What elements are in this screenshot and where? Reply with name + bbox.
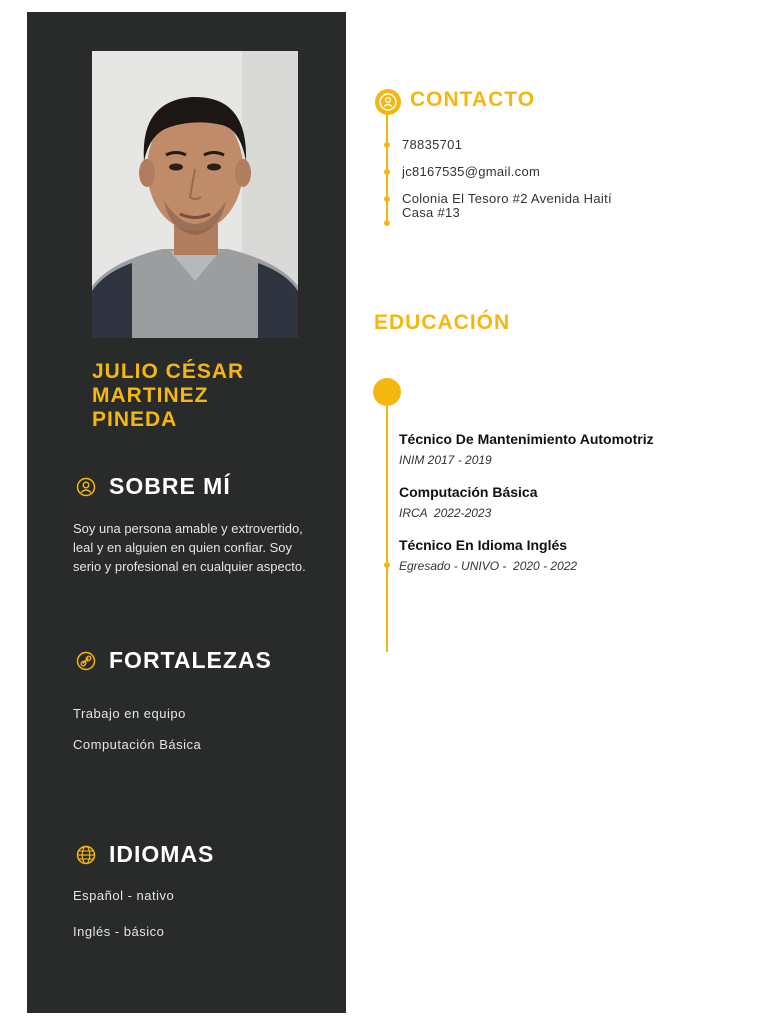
address-line-2: Casa #13 <box>402 205 461 220</box>
strengths-title: FORTALEZAS <box>109 647 272 673</box>
link-icon <box>76 651 96 671</box>
contact-title: CONTACTO <box>410 88 536 111</box>
strengths-heading <box>76 647 272 674</box>
education-item-title: Computación Básica <box>399 484 538 500</box>
education-item-title: Técnico De Mantenimiento Automotriz <box>399 431 654 447</box>
strength-item: Trabajo en equipo <box>73 706 186 721</box>
profile-photo <box>92 51 298 338</box>
languages-heading <box>76 841 214 868</box>
profile-name <box>92 360 322 432</box>
strength-item: Computación Básica <box>73 737 202 752</box>
education-title: EDUCACIÓN <box>374 311 511 334</box>
timeline-dot <box>384 220 390 226</box>
language-item: Español - nativo <box>73 888 175 903</box>
timeline-dot <box>384 196 390 202</box>
timeline-dot <box>384 142 390 148</box>
about-text: Soy una persona amable y extrovertido, leal y en alguien en quien confiar. Soy serio y profesional en cualquier aspecto. <box>73 521 306 574</box>
languages-title: IDIOMAS <box>109 841 215 867</box>
education-item-title: Técnico En Idioma Inglés <box>399 537 568 553</box>
language-item: Inglés - básico <box>73 924 165 939</box>
name-line-3: PINEDA <box>92 408 178 431</box>
user-icon <box>76 477 96 497</box>
contact-icon <box>374 88 402 116</box>
globe-icon <box>76 845 96 865</box>
education-timeline <box>386 400 388 652</box>
timeline-dot <box>384 562 390 568</box>
contact-address <box>402 192 612 220</box>
contact-email[interactable]: jc8167535@gmail.com <box>402 164 541 179</box>
name-line-1: JULIO CÉSAR <box>92 360 245 383</box>
address-line-1: Colonia El Tesoro #2 Avenida Haití <box>402 191 612 206</box>
about-title: SOBRE MÍ <box>109 473 231 499</box>
education-item-detail: IRCA 2022-2023 <box>399 506 492 520</box>
timeline-dot <box>384 169 390 175</box>
education-item-detail: Egresado - UNIVO - 2020 - 2022 <box>399 559 578 573</box>
education-item-detail: INIM 2017 - 2019 <box>399 453 492 467</box>
about-heading <box>76 473 231 500</box>
contact-phone[interactable]: 78835701 <box>402 137 463 152</box>
name-line-2: MARTINEZ <box>92 384 209 407</box>
